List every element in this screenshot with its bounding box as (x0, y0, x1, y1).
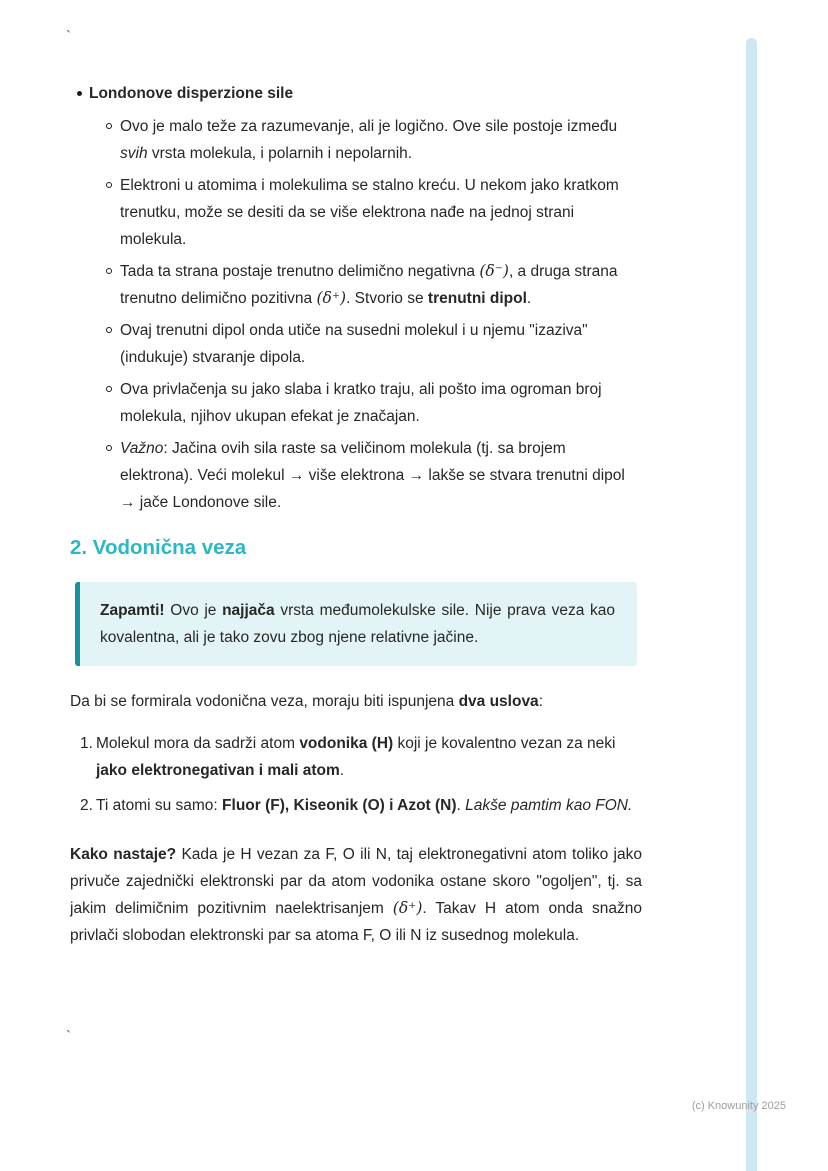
numbered-list-item (80, 730, 642, 784)
how-it-forms-paragraph: Kako nastaje? Kada je H vezan za F, O ili N, taj elektronegativni atom toliko jako privuče zajednički elektronski par da atom vodonika ostane skoro "ogoljen", tj. sa jakim delimičnim pozitivnim naelektrisanjem (δ⁺). Takav H atom onda snažno privlači slobodan elektronski par sa atoma F, O ili N iz susednog molekula. (70, 846, 642, 944)
list-item-london-forces (70, 80, 642, 516)
london-forces-title-row (70, 80, 642, 107)
list-item-text: Ovo je malo teže za razumevanje, ali je logično. Ove sile postoje između svih vrsta molekula, i polarnih i nepolarnih. (120, 118, 618, 162)
numbered-item-text: Molekul mora da sadrži atom vodonika (H) koji je kovalentno vezan za neki jako elektronegativan i mali atom. (96, 735, 616, 779)
numbered-list-item (80, 792, 642, 819)
footer-credit: (c) Knowunity 2025 (691, 1100, 786, 1112)
section-heading-hydrogen-bond: 2. Vodonična veza (70, 536, 247, 559)
list-item-text: Važno: Jačina ovih sila raste sa veličinom molekula (tj. sa brojem elektrona). Veći molekul → više elektrona → lakše se stvara trenutni dipol → jače Londonove sile. (120, 440, 625, 511)
callout-text: Zapamti! Ovo je najjača vrsta međumolekulske sile. Nije prava veza kao kovalentna, ali je tako zovu zbog njene relativne jačine. (100, 602, 615, 646)
circle-bullet-icon (102, 172, 120, 188)
list-item (102, 172, 642, 253)
list-item-text: Tada ta strana postaje trenutno delimično negativna (δ⁻), a druga strana trenutno delimično pozitivna (δ⁺). Stvorio se trenutni dipol. (120, 262, 618, 307)
list-item (102, 317, 642, 371)
notes-content (70, 80, 642, 949)
london-forces-list (70, 80, 642, 516)
stray-backtick-bottom: ` (66, 1028, 71, 1045)
list-item-text: Ova privlačenja su jako slaba i kratko traju, ali pošto ima ogroman broj molekula, njihov ukupan efekat je značajan. (120, 381, 602, 425)
stray-backtick-top: ` (66, 28, 71, 45)
numbered-item-text: Ti atomi su samo: Fluor (F), Kiseonik (O) i Azot (N). Lakše pamtim kao FON. (96, 797, 633, 814)
conditions-intro-paragraph: Da bi se formirala vodonična veza, moraju biti ispunjena dva uslova: (70, 693, 543, 710)
right-edge-highlight-stripe (746, 38, 757, 1171)
list-item-text: Elektroni u atomima i molekulima se stalno kreću. U nekom jako kratkom trenutku, može se desiti da se više elektrona nađe na jednoj strani molekula. (120, 177, 619, 248)
circle-bullet-icon (102, 317, 120, 333)
circle-bullet-icon (102, 258, 120, 274)
bullet-icon (70, 80, 89, 96)
circle-bullet-icon (102, 113, 120, 129)
list-item (102, 258, 642, 312)
list-number: 1. (80, 735, 93, 752)
list-item (102, 113, 642, 167)
london-forces-title: Londonove disperzione sile (89, 85, 294, 102)
london-forces-sublist (102, 113, 642, 516)
conditions-numbered-list (70, 730, 642, 819)
list-item (102, 376, 642, 430)
circle-bullet-icon (102, 435, 120, 451)
list-item (102, 435, 642, 516)
remember-callout-box (75, 582, 637, 666)
list-number: 2. (80, 797, 93, 814)
list-item-text: Ovaj trenutni dipol onda utiče na susedni molekul i u njemu "izaziva" (indukuje) stvaranje dipola. (120, 322, 588, 366)
circle-bullet-icon (102, 376, 120, 392)
